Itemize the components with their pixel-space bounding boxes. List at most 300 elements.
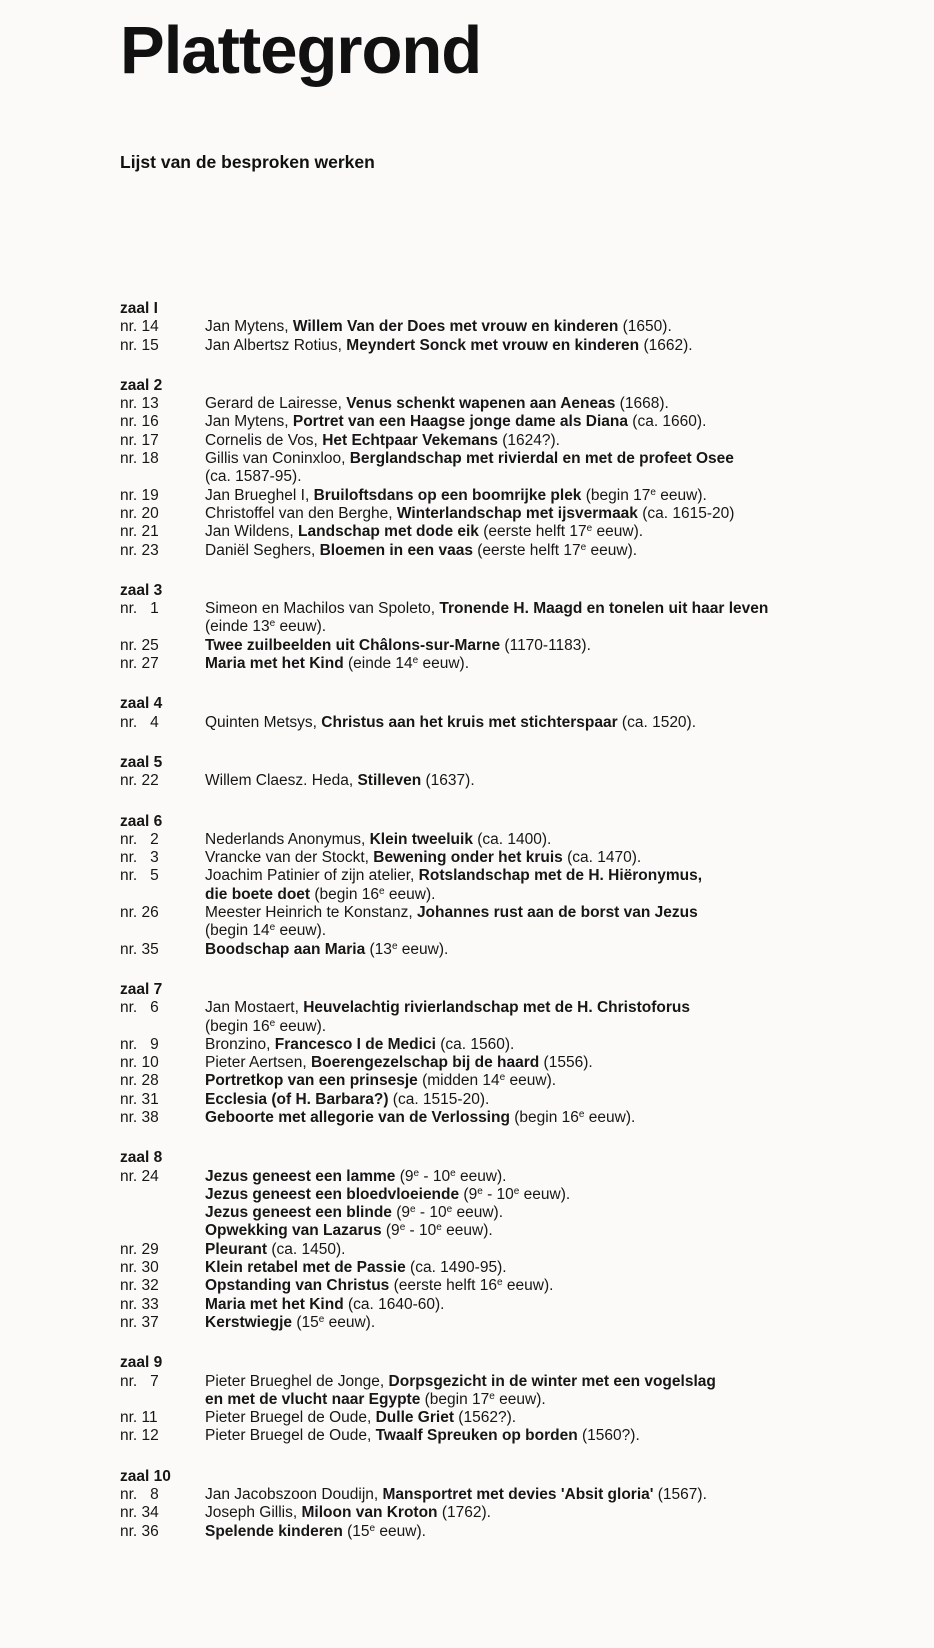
- work-entry: [120, 432, 910, 450]
- description-line: [205, 337, 910, 355]
- text-segment: Pieter Brueghel de Jonge,: [205, 1372, 389, 1390]
- work-entry: [120, 655, 910, 673]
- superscript: e: [369, 1522, 376, 1534]
- description-line: [205, 542, 910, 560]
- text-segment: Simeon en Machilos van Spoleto,: [205, 600, 440, 618]
- superscript: e: [446, 1204, 453, 1216]
- text-segment: Pieter Bruegel de Oude,: [205, 1427, 376, 1445]
- description-line: [205, 922, 910, 940]
- work-entry: [120, 831, 910, 849]
- text-segment: - 10: [419, 1167, 451, 1185]
- description-line: [205, 1373, 910, 1391]
- work-title: Jezus geneest een blinde: [205, 1204, 392, 1222]
- description-line: [205, 468, 910, 486]
- work-description: [205, 1259, 910, 1277]
- work-title: Jezus geneest een bloedvloeiende: [205, 1185, 460, 1203]
- description-line: [205, 714, 910, 732]
- work-description: [205, 655, 910, 673]
- description-line: [205, 999, 910, 1017]
- text-segment: (9: [391, 1204, 411, 1222]
- description-line: [205, 1091, 910, 1109]
- text-segment: (begin 17: [420, 1390, 490, 1408]
- text-segment: (1556).: [539, 1054, 593, 1072]
- text-segment: (9: [459, 1185, 478, 1203]
- text-segment: (1762).: [437, 1504, 491, 1522]
- description-line: [205, 772, 910, 790]
- text-segment: eeuw).: [375, 1522, 426, 1540]
- description-line: [205, 1204, 910, 1222]
- text-segment: eeuw).: [655, 486, 707, 504]
- work-title: Maria met het Kind: [205, 1295, 344, 1313]
- text-segment: (ca. 1450).: [267, 1240, 346, 1258]
- work-number: nr. 2: [120, 830, 159, 848]
- description-line: [205, 1241, 910, 1259]
- description-line: [205, 318, 910, 336]
- description-line: [205, 1427, 910, 1445]
- work-title: Geboorte met allegorie van de Verlossing: [205, 1108, 510, 1126]
- work-description: [205, 395, 910, 413]
- text-segment: (ca. 1660).: [627, 413, 707, 431]
- work-title: Bewening onder het kruis: [373, 849, 563, 867]
- description-line: [205, 1504, 910, 1522]
- text-segment: eeuw).: [519, 1185, 571, 1203]
- work-description: [205, 487, 910, 505]
- text-segment: - 10: [415, 1204, 447, 1222]
- work-description: [205, 413, 910, 431]
- work-entry: [120, 637, 910, 655]
- superscript: e: [436, 1222, 442, 1234]
- work-number: nr. 18: [120, 450, 159, 468]
- zaal-section: [120, 695, 910, 732]
- work-entry: [120, 714, 910, 732]
- work-number: nr. 9: [120, 1035, 159, 1053]
- work-entry: [120, 904, 910, 941]
- work-number: nr. 30: [120, 1259, 159, 1277]
- description-line: [205, 1486, 910, 1504]
- work-number: nr. 4: [120, 713, 159, 731]
- work-description: [205, 831, 910, 849]
- text-segment: eeuw).: [384, 885, 436, 903]
- work-number: nr. 28: [120, 1072, 159, 1090]
- text-segment: (ca. 1615-20): [637, 504, 735, 522]
- zaal-title: zaal I: [120, 300, 158, 317]
- text-segment: eeuw).: [586, 541, 638, 559]
- work-number: nr. 23: [120, 541, 159, 559]
- text-segment: eeuw).: [275, 922, 327, 940]
- work-number: nr. 16: [120, 413, 159, 431]
- text-segment: (eerste helft 17: [478, 523, 587, 541]
- work-number: nr. 37: [120, 1313, 159, 1331]
- description-line: [205, 637, 910, 655]
- zaal-section: [120, 754, 910, 791]
- text-segment: eeuw).: [452, 1204, 504, 1222]
- work-title: Pleurant: [205, 1240, 268, 1258]
- text-segment: eeuw).: [584, 1108, 636, 1126]
- text-segment: Jan Brueghel I,: [205, 486, 314, 504]
- work-entry: [120, 523, 910, 541]
- superscript: e: [399, 1222, 406, 1234]
- work-description: [205, 505, 910, 523]
- zaal-section: [120, 582, 910, 673]
- page-title: Plattegrond: [120, 13, 482, 88]
- work-description: [205, 1036, 910, 1054]
- work-title: Stilleven: [357, 772, 422, 790]
- superscript: e: [513, 1185, 520, 1197]
- work-title: Bruiloftsdans op een boomrijke plek: [313, 486, 582, 504]
- work-number: nr. 19: [120, 486, 159, 504]
- work-entry: [120, 1427, 910, 1445]
- work-title: Spelende kinderen: [205, 1522, 343, 1540]
- text-segment: eeuw).: [592, 523, 644, 541]
- text-segment: (ca. 1490-95).: [405, 1259, 507, 1277]
- text-segment: (einde 13: [205, 618, 270, 636]
- description-line: [205, 1186, 910, 1204]
- work-entry: [120, 1373, 910, 1410]
- description-line: [205, 941, 910, 959]
- work-title: Klein tweeluik: [369, 830, 473, 848]
- work-entry: [120, 600, 910, 637]
- work-description: [205, 637, 910, 655]
- work-number: nr. 35: [120, 940, 159, 958]
- description-line: [205, 1409, 910, 1427]
- text-segment: Meester Heinrich te Konstanz,: [205, 904, 417, 922]
- work-title: Meyndert Sonck met vrouw en kinderen: [346, 336, 640, 354]
- description-line: [205, 1018, 910, 1036]
- text-segment: Bronzino,: [205, 1035, 275, 1053]
- work-title: Dorpsgezicht in de winter met een vogelslag: [388, 1372, 716, 1390]
- zaal-title: zaal 5: [120, 753, 163, 771]
- zaal-title: zaal 3: [120, 581, 163, 599]
- text-segment: (15: [292, 1313, 319, 1331]
- work-number: nr. 10: [120, 1054, 159, 1072]
- work-number: nr. 1: [120, 600, 159, 618]
- text-segment: (midden 14: [417, 1072, 500, 1090]
- zaal-section: [120, 1468, 910, 1541]
- work-entry: [120, 395, 910, 413]
- work-entry: [120, 318, 910, 336]
- work-title: Boodschap aan Maria: [205, 940, 366, 958]
- work-number: nr. 27: [120, 655, 159, 673]
- text-segment: (1560?).: [577, 1427, 640, 1445]
- work-title: Tronende H. Maagd en tonelen uit haar leven: [439, 600, 769, 618]
- zaal-title: zaal 8: [120, 1149, 163, 1167]
- work-entry: [120, 1504, 910, 1522]
- work-number: nr. 36: [120, 1522, 159, 1540]
- text-segment: Nederlands Anonymus,: [205, 830, 370, 848]
- work-title: Twee zuilbeelden uit Châlons-sur-Marne: [205, 636, 501, 654]
- superscript: e: [489, 1390, 495, 1402]
- work-description: [205, 523, 910, 541]
- text-segment: eeuw).: [275, 618, 327, 636]
- work-description: [205, 772, 910, 790]
- work-title: Opwekking van Lazarus: [205, 1222, 382, 1240]
- description-line: [205, 618, 910, 636]
- work-title: Rotslandschap met de H. Hiëronymus,: [418, 867, 703, 885]
- description-line: [205, 505, 910, 523]
- description-line: [205, 1168, 910, 1186]
- text-segment: Christoffel van den Berghe,: [205, 504, 397, 522]
- text-segment: Jan Mytens,: [205, 318, 293, 336]
- text-segment: (15: [342, 1522, 370, 1540]
- description-line: [205, 1314, 910, 1332]
- work-number: nr. 22: [120, 772, 159, 790]
- zaal-title: zaal 6: [120, 812, 163, 830]
- work-description: [205, 941, 910, 959]
- text-segment: Jan Wildens,: [205, 523, 299, 541]
- work-description: [205, 1486, 910, 1504]
- work-number: nr. 14: [120, 318, 159, 336]
- work-title: Berglandschap met rivierdal en met de profeet Osee: [349, 450, 734, 468]
- text-segment: (ca. 1560).: [435, 1035, 515, 1053]
- text-segment: eeuw).: [502, 1277, 554, 1295]
- work-description: [205, 1109, 910, 1127]
- text-segment: Jan Mytens,: [205, 413, 293, 431]
- work-title: Francesco I de Medici: [274, 1035, 436, 1053]
- text-segment: Joachim Patinier of zijn atelier,: [205, 867, 419, 885]
- work-entry: [120, 542, 910, 560]
- work-number: nr. 25: [120, 636, 159, 654]
- superscript: e: [499, 1072, 506, 1084]
- work-description: [205, 1523, 910, 1541]
- superscript: e: [318, 1313, 325, 1325]
- text-segment: (ca. 1520).: [617, 713, 697, 731]
- work-entry: [120, 487, 910, 505]
- work-description: [205, 1072, 910, 1090]
- works-list: [120, 300, 910, 1563]
- work-title: Opstanding van Christus: [205, 1277, 390, 1295]
- work-number: nr. 6: [120, 999, 159, 1017]
- work-title: Dulle Griet: [375, 1409, 454, 1427]
- work-number: nr. 5: [120, 867, 159, 885]
- text-segment: (ca. 1470).: [562, 849, 642, 867]
- work-entry: [120, 941, 910, 959]
- text-segment: Jan Jacobszoon Doudijn,: [205, 1486, 383, 1504]
- superscript: e: [412, 655, 419, 667]
- text-segment: (1637).: [421, 772, 475, 790]
- work-description: [205, 999, 910, 1036]
- zaal-section: [120, 813, 910, 959]
- text-segment: eeuw).: [505, 1072, 557, 1090]
- description-line: [205, 1259, 910, 1277]
- description-line: [205, 450, 910, 468]
- text-segment: (ca. 1400).: [472, 830, 552, 848]
- work-description: [205, 867, 910, 904]
- work-title: Christus aan het kruis met stichterspaar: [321, 713, 618, 731]
- zaal-title: zaal 4: [120, 695, 163, 713]
- zaal-section: [120, 981, 910, 1127]
- work-description: [205, 450, 910, 487]
- text-segment: Quinten Metsys,: [205, 713, 322, 731]
- work-entry: [120, 1054, 910, 1072]
- text-segment: (13: [365, 940, 392, 958]
- description-line: [205, 849, 910, 867]
- text-segment: eeuw).: [275, 1017, 327, 1035]
- description-line: [205, 413, 910, 431]
- work-entry: [120, 849, 910, 867]
- text-segment: - 10: [405, 1222, 437, 1240]
- work-title: Jezus geneest een lamme: [205, 1167, 396, 1185]
- zaal-section: [120, 1354, 910, 1445]
- zaal-title: zaal 10: [120, 1467, 171, 1485]
- work-title: Landschap met dode eik: [298, 523, 479, 541]
- work-entry: [120, 1241, 910, 1259]
- superscript: e: [410, 1204, 416, 1216]
- work-entry: [120, 337, 910, 355]
- work-entry: [120, 1091, 910, 1109]
- work-number: nr. 7: [120, 1372, 159, 1390]
- work-description: [205, 904, 910, 941]
- work-number: nr. 32: [120, 1277, 159, 1295]
- text-segment: (1567).: [653, 1486, 707, 1504]
- superscript: e: [450, 1167, 456, 1179]
- description-line: [205, 1036, 910, 1054]
- description-line: [205, 1054, 910, 1072]
- description-line: [205, 1391, 910, 1409]
- work-title: Kerstwiegje: [205, 1313, 293, 1331]
- zaal-title: zaal 9: [120, 1354, 163, 1372]
- text-segment: (begin 14: [205, 922, 270, 940]
- zaal-title: zaal 7: [120, 980, 163, 998]
- superscript: e: [379, 885, 385, 897]
- superscript: e: [578, 1108, 585, 1120]
- text-segment: Pieter Bruegel de Oude,: [205, 1409, 376, 1427]
- description-line: [205, 1109, 910, 1127]
- text-segment: Willem Claesz. Heda,: [205, 772, 358, 790]
- work-description: [205, 1373, 910, 1410]
- description-line: [205, 1523, 910, 1541]
- description-line: [205, 1296, 910, 1314]
- work-entry: [120, 772, 910, 790]
- work-description: [205, 600, 910, 637]
- work-description: [205, 1091, 910, 1109]
- zaal-section: [120, 377, 910, 560]
- work-description: [205, 1409, 910, 1427]
- text-segment: - 10: [482, 1185, 514, 1203]
- text-segment: (9: [381, 1222, 400, 1240]
- work-title: Johannes rust aan de borst van Jezus: [416, 904, 698, 922]
- work-description: [205, 1241, 910, 1259]
- description-line: [205, 655, 910, 673]
- text-segment: eeuw).: [494, 1390, 546, 1408]
- work-title: Het Echtpaar Vekemans: [322, 431, 498, 449]
- work-description: [205, 714, 910, 732]
- work-description: [205, 318, 910, 336]
- work-entry: [120, 1523, 910, 1541]
- work-number: nr. 17: [120, 431, 159, 449]
- description-line: [205, 831, 910, 849]
- work-entry: [120, 413, 910, 431]
- superscript: e: [580, 541, 587, 553]
- text-segment: (1624?).: [497, 431, 560, 449]
- work-entry: [120, 505, 910, 523]
- work-description: [205, 1314, 910, 1332]
- zaal-section: [120, 1149, 910, 1332]
- superscript: e: [477, 1185, 483, 1197]
- work-description: [205, 337, 910, 355]
- work-description: [205, 1277, 910, 1295]
- text-segment: Daniël Seghers,: [205, 541, 320, 559]
- text-segment: Vrancke van der Stockt,: [205, 849, 374, 867]
- work-title: Maria met het Kind: [205, 655, 344, 673]
- text-segment: (1650).: [618, 318, 672, 336]
- work-title: Willem Van der Does met vrouw en kinderen: [292, 318, 619, 336]
- superscript: e: [586, 523, 593, 535]
- work-description: [205, 1504, 910, 1522]
- work-number: nr. 24: [120, 1167, 159, 1185]
- text-segment: Cornelis de Vos,: [205, 431, 323, 449]
- description-line: [205, 395, 910, 413]
- description-line: [205, 432, 910, 450]
- work-number: nr. 26: [120, 904, 159, 922]
- text-segment: eeuw).: [441, 1222, 493, 1240]
- work-number: nr. 13: [120, 395, 159, 413]
- text-segment: eeuw).: [418, 655, 470, 673]
- work-number: nr. 31: [120, 1090, 159, 1108]
- work-title: Twaalf Spreuken op borden: [375, 1427, 578, 1445]
- work-title: Venus schenkt wapenen aan Aeneas: [346, 395, 616, 413]
- text-segment: Pieter Aertsen,: [205, 1054, 311, 1072]
- text-segment: (1662).: [639, 336, 693, 354]
- work-entry: [120, 1259, 910, 1277]
- work-entry: [120, 1109, 910, 1127]
- work-number: nr. 11: [120, 1409, 158, 1427]
- work-description: [205, 1168, 910, 1241]
- work-title: Heuvelachtig rivierlandschap met de H. Christoforus: [303, 999, 690, 1017]
- work-number: nr. 38: [120, 1108, 159, 1126]
- text-segment: (begin 17: [581, 486, 651, 504]
- description-line: [205, 867, 910, 885]
- work-number: nr. 3: [120, 849, 159, 867]
- work-number: nr. 15: [120, 336, 159, 354]
- description-line: [205, 487, 910, 505]
- work-entry: [120, 1277, 910, 1295]
- text-segment: Jan Albertsz Rotius,: [205, 336, 347, 354]
- description-line: [205, 886, 910, 904]
- text-segment: (begin 16: [509, 1108, 579, 1126]
- text-segment: (ca. 1587-95).: [205, 468, 302, 486]
- text-segment: Joseph Gillis,: [205, 1504, 302, 1522]
- superscript: e: [269, 1017, 276, 1029]
- work-entry: [120, 1314, 910, 1332]
- superscript: e: [269, 922, 276, 934]
- work-number: nr. 34: [120, 1504, 159, 1522]
- text-segment: (1170-1183).: [500, 636, 591, 654]
- text-segment: (1562?).: [454, 1409, 517, 1427]
- work-entry: [120, 1409, 910, 1427]
- text-segment: (eerste helft 16: [389, 1277, 498, 1295]
- work-description: [205, 1054, 910, 1072]
- text-segment: eeuw).: [397, 940, 449, 958]
- work-number: nr. 8: [120, 1486, 159, 1504]
- superscript: e: [269, 618, 276, 630]
- work-title: Bloemen in een vaas: [319, 541, 473, 559]
- description-line: [205, 600, 910, 618]
- work-title: Portret van een Haagse jonge dame als Diana: [292, 413, 628, 431]
- work-number: nr. 21: [120, 523, 159, 541]
- list-subtitle: Lijst van de besproken werken: [120, 152, 375, 172]
- zaal-section: [120, 300, 910, 355]
- description-line: [205, 1222, 910, 1240]
- text-segment: eeuw).: [455, 1167, 507, 1185]
- text-segment: (1668).: [615, 395, 669, 413]
- text-segment: (9: [395, 1167, 414, 1185]
- superscript: e: [391, 940, 398, 952]
- text-segment: (eerste helft 17: [472, 541, 581, 559]
- work-entry: [120, 450, 910, 487]
- work-entry: [120, 1168, 910, 1241]
- text-segment: (ca. 1640-60).: [343, 1295, 445, 1313]
- work-entry: [120, 1072, 910, 1090]
